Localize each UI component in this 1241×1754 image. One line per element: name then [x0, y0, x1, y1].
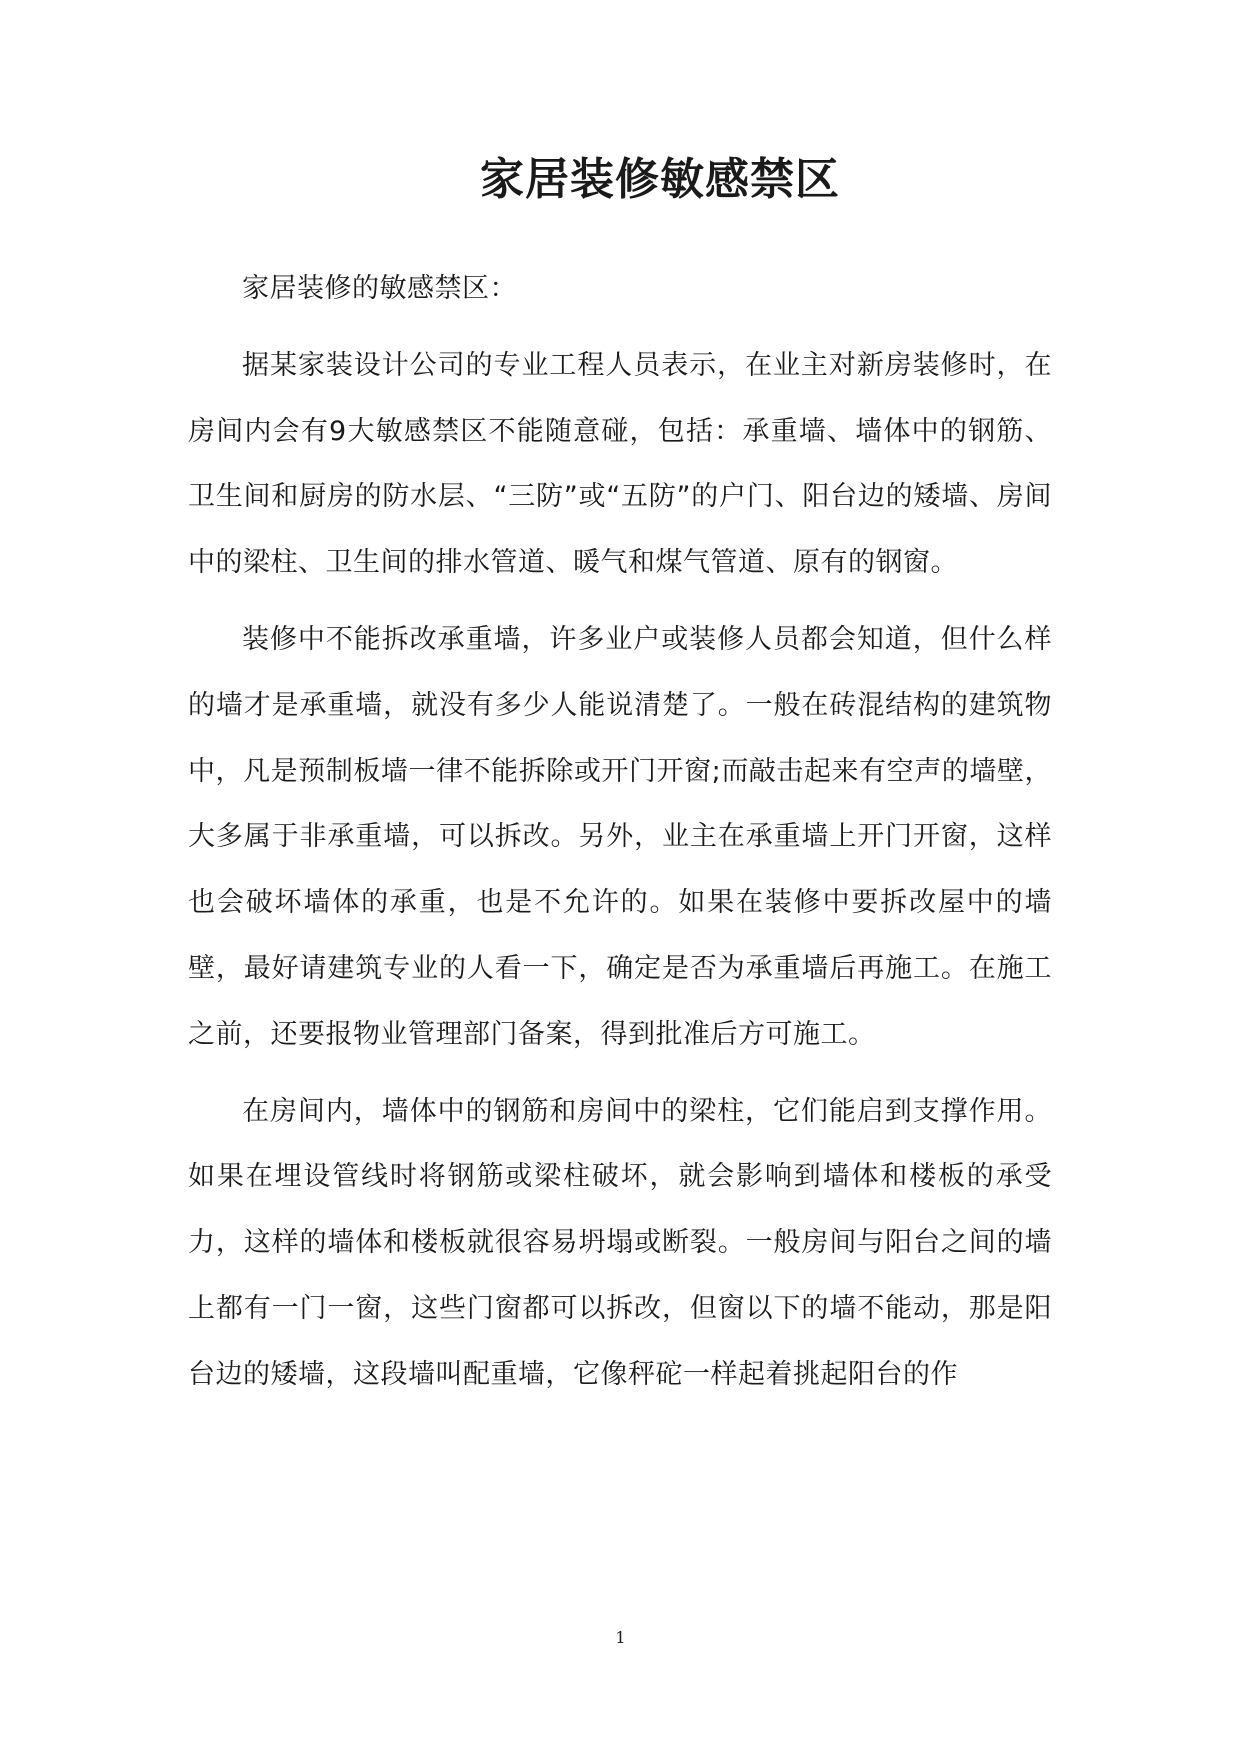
paragraph-steel-and-beams: 在房间内，墙体中的钢筋和房间中的梁柱，它们能启到支撑作用。如果在埋设管线时将钢筋或梁柱破坏，就会影响到墙体和楼板的承受力，这样的墙体和楼板就很容易坍塌或断裂。一般房间与阳台之间的墙上都有一门一窗，这些门窗都可以拆改，但窗以下的墙不能动，那是阳台边的矮墙，这段墙叫配重墙，它像秤砣一样起着挑起阳台的作	[188, 1095, 1052, 1390]
paragraph-nine-zones: 据某家装设计公司的专业工程人员表示，在业主对新房装修时，在房间内会有9大敏感禁区不能随意碰，包括：承重墙、墙体中的钢筋、卫生间和厨房的防水层、“三防”或“五防”的户门、阳台边的矮墙、房间中的梁柱、卫生间的排水管道、暖气和煤气管道、原有的钢窗。	[188, 349, 1052, 579]
document-title: 家居装修敏感禁区	[480, 154, 840, 205]
paragraph-intro: 家居装修的敏感禁区：	[242, 273, 517, 304]
document-body	[188, 256, 1052, 1408]
paragraph-load-bearing-wall: 装修中不能拆改承重墙，许多业户或装修人员都会知道，但什么样的墙才是承重墙，就没有多少人能说清楚了。一般在砖混结构的建筑物中，凡是预制板墙一律不能拆除或开门开窗;而敲击起来有空声的墙壁，大多属于非承重墙，可以拆改。另外，业主在承重墙上开门开窗，这样也会破坏墙体的承重，也是不允许的。如果在装修中要拆改屋中的墙壁，最好请建筑专业的人看一下，确定是否为承重墙后再施工。在施工之前，还要报物业管理部门备案，得到批准后方可施工。	[188, 623, 1052, 1050]
page-number: 1	[615, 1628, 626, 1647]
